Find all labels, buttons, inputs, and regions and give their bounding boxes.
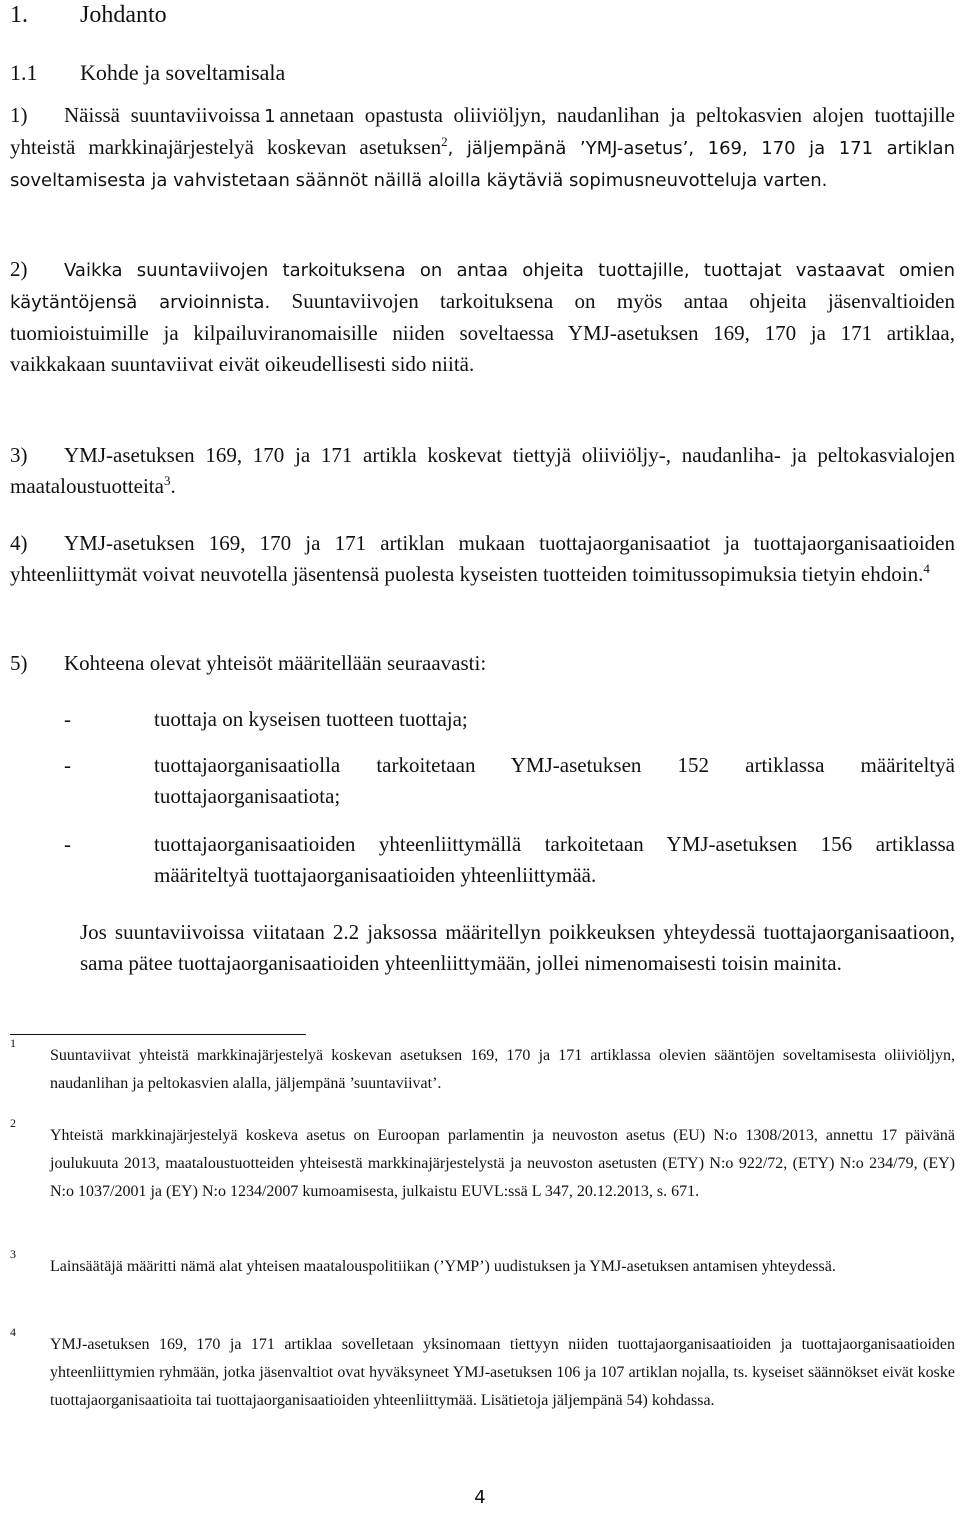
paragraph-1-text-b: annetaan opastusta oliiviöljyn, naudanlihan ja peltokasvien alojen tuottajille yhteistä markkinajärjestelyä koskevan asetuksen [10,103,956,159]
paragraph-5-closing: Jos suuntaviivoissa viitataan 2.2 jaksossa määritellyn poikkeuksen yhteydessä tuottajaorganisaatioon, sama pätee tuottajaorganisaatioiden yhteenliittymään, jollei nimenomaisesti toisin mainita. [80,920,955,975]
heading-2-number: 1.1 [10,60,38,85]
footnote-ref-4[interactable]: 4 [923,561,930,576]
paragraph-2-text-a: Vaikka suuntaviivojen tarkoituksena on antaa ohjeita tuottajille, tuottajat vastaavat omien käytäntöjensä arvioinnista. [10,260,955,313]
footnote-text: YMJ-asetuksen 169, 170 ja 171 artiklaa sovelletaan yksinomaan tiettyyn niiden tuottajaorganisaatioiden ja tuottajaorganisaatioiden yhteenliittymien ryhmään, jotka jäsenvaltiot ovat hyväksyneet YMJ-asetuksen 106 ja 107 artiklan nojalla, ts. kyseiset säännökset eivät koske tuottajaorganisaatioita tai tuottajaorganisaatioiden yhteenliittymää. Lisätietoja jäljempänä 54) kohdassa. [50,1336,955,1409]
footnote-ref-3[interactable]: 3 [163,473,171,488]
heading-1-title: Johdanto [80,2,167,28]
paragraph-4-number: 4) [10,531,28,555]
paragraph-3-text: YMJ-asetuksen 169, 170 ja 171 artikla koskevat tiettyjä oliiviöljy-, naudanliha- ja peltokasvialojen maataloustuotteita [10,443,955,498]
heading-2-title: Kohde ja soveltamisala [80,60,286,85]
page-number: 4 [474,1487,486,1508]
footnote-number: 3 [10,1247,16,1261]
list-dash: - [64,832,71,856]
footnote-number: 4 [10,1325,16,1339]
heading-1 [10,0,167,30]
paragraph-5-text: Kohteena olevat yhteisöt määritellään seuraavasti: [64,651,487,675]
paragraph-3-number: 3) [10,443,28,467]
paragraph-2 [10,254,955,380]
paragraph-4-text: YMJ-asetuksen 169, 170 ja 171 artiklan mukaan tuottajaorganisaatiot ja tuottajaorganisaatioiden yhteenliittymät voivat neuvotella jäsentensä puolesta kyseisten tuotteiden toimitussopimuksia tietyin ehdoin. [10,531,955,586]
paragraph-3-end: . [170,474,176,498]
footnote-text: Yhteistä markkinajärjestelyä koskeva asetus on Euroopan parlamentin ja neuvoston asetus (EU) N:o 1308/2013, annettu 17 päivänä joulukuuta 2013, maataloustuotteiden yhteisestä markkinajärjestelystä ja neuvoston asetusten (ETY) N:o 922/72, (ETY) N:o 234/79, (EY) N:o 1037/2001 ja (EY) N:o 1234/2007 kumoamisesta, julkaistu EUVL:ssä L 347, 20.12.2013, s. 671. [50,1127,955,1200]
footnote-separator [10,1034,306,1035]
paragraph-2-number: 2) [10,257,28,281]
paragraph-1-text-a: Näissä suuntaviivoissa [64,103,261,127]
footnote-ref-1[interactable]: 1 [264,106,276,127]
paragraph-5-number: 5) [10,651,28,675]
paragraph-1-number: 1) [10,103,28,127]
footnote-number: 1 [10,1036,16,1050]
list-dash: - [64,707,71,731]
heading-1-number: 1. [10,2,28,28]
paragraph-1-text-c: , jäljempänä ’YMJ-asetus’, 169, 170 ja 171 artiklan soveltamisesta ja vahvistetaan säännöt näillä aloilla käytäviä sopimusneuvotteluja varten. [10,138,955,191]
footnote-number: 2 [10,1116,16,1130]
footnote-text: Lainsäätäjä määritti nämä alat yhteisen maatalouspolitiikan (’YMP’) uudistuksen ja YMJ-asetuksen antamisen yhteydessä. [50,1258,836,1275]
list-dash: - [64,753,71,777]
paragraph-5 [10,648,955,679]
list-item-text: tuottaja on kyseisen tuotteen tuottaja; [154,707,468,731]
list-item-text: tuottajaorganisaatioiden yhteenliittymällä tarkoitetaan YMJ-asetuksen 156 artiklassa määriteltyä tuottajaorganisaatioiden yhteenliittymää. [154,832,955,887]
paragraph-2-text-b: Suuntaviivojen tarkoituksena on myös antaa ohjeita jäsenvaltioiden tuomioistuimille ja kilpailuviranomaisille niiden soveltaessa YMJ-asetuksen 169, 170 ja 171 artiklaa, vaikkakaan suuntaviivat eivät oikeudellisesti sido niitä. [10,289,955,376]
heading-2 [10,58,285,88]
list-item-text: tuottajaorganisaatiolla tarkoitetaan YMJ-asetuksen 152 artiklassa määriteltyä tuottajaorganisaatiota; [154,753,955,808]
paragraph-1 [10,100,955,196]
paragraph-4 [10,528,955,590]
paragraph-3 [10,440,955,502]
footnote-ref-2[interactable]: 2 [441,134,448,149]
footnote-text: Suuntaviivat yhteistä markkinajärjestelyä koskevan asetuksen 169, 170 ja 171 artiklassa olevien sääntöjen soveltamisesta oliiviöljyn, naudanlihan ja peltokasvien alalla, jäljempänä ’suuntaviivat’. [50,1047,955,1092]
